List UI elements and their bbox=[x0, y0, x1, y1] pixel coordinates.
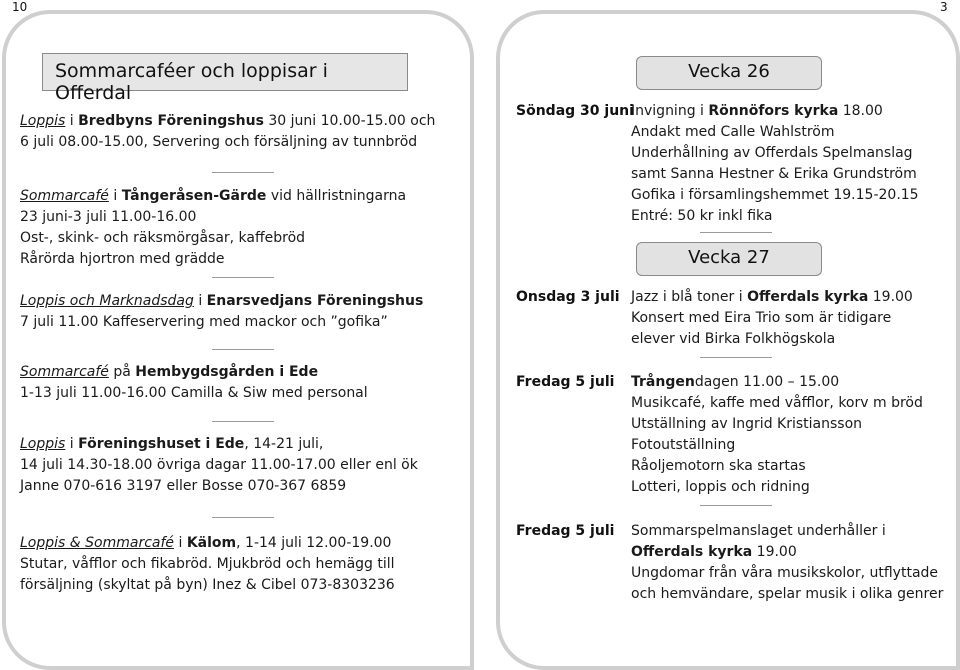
entry-line: Janne 070-616 3197 eller Bosse 070-367 6859 bbox=[20, 478, 347, 494]
entry-line: Stutar, våfflor och fikabröd. Mjukbröd och hemägg till bbox=[20, 556, 395, 572]
venue-name: Föreningshuset i Ede bbox=[78, 436, 245, 452]
event-line bbox=[631, 584, 943, 605]
entry-line: 14 juli 14.30-18.00 övriga dagar 11.00-17.00 eller enl ök bbox=[20, 457, 418, 473]
venue-name: Enarsvedjans Föreningshus bbox=[206, 293, 424, 309]
venue-name: Offerdals kyrka bbox=[747, 289, 869, 305]
event-details-block bbox=[631, 101, 919, 227]
left-title bbox=[42, 53, 408, 104]
event-line bbox=[631, 521, 943, 542]
separator-line bbox=[700, 357, 772, 358]
line-text: och hemvändare, spelar musik i olika genrer bbox=[631, 586, 944, 602]
event-details: 30 juni 10.00-15.00 och bbox=[263, 113, 436, 129]
event-line bbox=[631, 101, 919, 122]
connector-word: i bbox=[193, 293, 207, 309]
week-label-box bbox=[636, 56, 822, 90]
entry-line: Rårörda hjortron med grädde bbox=[20, 251, 225, 267]
line-text: Jazz i blå toner i bbox=[631, 289, 748, 305]
event-type: Loppis och Marknadsdag bbox=[20, 293, 194, 309]
line-text: Konsert med Eira Trio som är tidigare bbox=[631, 310, 892, 326]
page-number-left: 10 bbox=[12, 0, 28, 14]
event-line bbox=[631, 414, 923, 435]
line-text: Råoljemotorn ska startas bbox=[631, 458, 806, 474]
connector-word: i bbox=[108, 188, 122, 204]
event-line bbox=[631, 393, 923, 414]
entry-line bbox=[20, 186, 406, 207]
line-text: dagen 11.00 – 15.00 bbox=[694, 374, 840, 390]
line-text: Fotoutställning bbox=[631, 437, 736, 453]
line-text: Underhållning av Offerdals Spelmanslag bbox=[631, 145, 913, 161]
event-type: Loppis bbox=[20, 113, 66, 129]
event-details: , 1-14 juli 12.00-19.00 bbox=[236, 535, 392, 551]
left-entry bbox=[20, 434, 418, 497]
event-type: Sommarcafé bbox=[20, 188, 109, 204]
event-line bbox=[631, 185, 919, 206]
entry-line bbox=[20, 111, 435, 132]
venue-name: Kälom bbox=[186, 535, 237, 551]
entry-line: Ost-, skink- och räksmörgåsar, kaffebröd bbox=[20, 230, 306, 246]
venue-name: Hembygdsgården i Ede bbox=[135, 364, 319, 380]
event-details: vid hällristningarna bbox=[266, 188, 407, 204]
line-text: Invigning i bbox=[631, 103, 709, 119]
event-line bbox=[631, 563, 943, 584]
event-line bbox=[631, 477, 923, 498]
event-details-block bbox=[631, 372, 923, 498]
event-line bbox=[631, 329, 913, 350]
line-text: Entré: 50 kr inkl fika bbox=[631, 208, 773, 224]
event-details-block bbox=[631, 287, 913, 350]
event-details-block bbox=[631, 521, 943, 605]
entry-line bbox=[20, 533, 395, 554]
event-line bbox=[631, 542, 943, 563]
separator-line bbox=[700, 505, 772, 506]
event-day: Söndag 30 juni bbox=[516, 103, 634, 119]
entry-line: 23 juni-3 juli 11.00-16.00 bbox=[20, 209, 197, 225]
left-entry bbox=[20, 291, 423, 333]
separator-line bbox=[212, 421, 274, 422]
event-line bbox=[631, 308, 913, 329]
line-text: 19.00 bbox=[752, 544, 797, 560]
line-text: 19.00 bbox=[868, 289, 913, 305]
entry-line: 7 juli 11.00 Kaffeservering med mackor och ”gofika” bbox=[20, 314, 388, 330]
connector-word: i bbox=[65, 113, 79, 129]
venue-name: Offerdals kyrka bbox=[631, 544, 753, 560]
week-label: Vecka 26 bbox=[688, 61, 770, 82]
line-text: Musikcafé, kaffe med våfflor, korv m bröd bbox=[631, 395, 923, 411]
separator-line bbox=[212, 349, 274, 350]
separator-line bbox=[212, 172, 274, 173]
page-number-right: 3 bbox=[940, 0, 948, 14]
connector-word: i bbox=[174, 535, 187, 551]
line-text: 18.00 bbox=[838, 103, 883, 119]
line-text: Utställning av Ingrid Kristiansson bbox=[631, 416, 863, 432]
event-line bbox=[631, 206, 919, 227]
line-text: Ungdomar från våra musikskolor, utflyttade bbox=[631, 565, 939, 581]
event-line bbox=[631, 456, 923, 477]
event-type: Loppis & Sommarcafé bbox=[20, 535, 175, 551]
venue-name: Tångeråsen-Gärde bbox=[121, 188, 267, 204]
event-line bbox=[631, 143, 919, 164]
entry-line bbox=[20, 362, 368, 383]
line-text: samt Sanna Hestner & Erika Grundström bbox=[631, 166, 917, 182]
entry-line bbox=[20, 291, 423, 312]
line-text: Gofika i församlingshemmet 19.15-20.15 bbox=[631, 187, 919, 203]
event-line bbox=[631, 287, 913, 308]
left-title-text: Sommarcaféer och loppisar i Offerdal bbox=[55, 60, 328, 104]
left-entry bbox=[20, 111, 435, 153]
entry-line bbox=[20, 434, 418, 455]
line-text: Lotteri, loppis och ridning bbox=[631, 479, 810, 495]
event-type: Sommarcafé bbox=[20, 364, 109, 380]
line-text: Sommarspelmanslaget underhåller i bbox=[631, 523, 886, 539]
event-line bbox=[631, 435, 923, 456]
venue-name: Bredbyns Föreningshus bbox=[78, 113, 264, 129]
connector-word: i bbox=[65, 436, 79, 452]
entry-line: försäljning (skyltat på byn) Inez & Cibel 073-8303236 bbox=[20, 577, 395, 593]
venue-name: Trången bbox=[631, 374, 695, 390]
left-entry bbox=[20, 186, 406, 270]
venue-name: Rönnöfors kyrka bbox=[708, 103, 839, 119]
left-entry bbox=[20, 362, 368, 404]
week-label-box bbox=[636, 242, 822, 276]
separator-line bbox=[212, 517, 274, 518]
entry-line: 6 juli 08.00-15.00, Servering och försäljning av tunnbröd bbox=[20, 134, 418, 150]
line-text: elever vid Birka Folkhögskola bbox=[631, 331, 836, 347]
left-entry bbox=[20, 533, 395, 596]
week-label: Vecka 27 bbox=[688, 247, 770, 268]
event-line bbox=[631, 164, 919, 185]
event-line bbox=[631, 122, 919, 143]
event-type: Loppis bbox=[20, 436, 66, 452]
separator-line bbox=[212, 277, 274, 278]
event-details: , 14-21 juli, bbox=[244, 436, 324, 452]
event-line bbox=[631, 372, 923, 393]
event-day: Onsdag 3 juli bbox=[516, 289, 620, 305]
separator-line bbox=[700, 232, 772, 233]
event-day: Fredag 5 juli bbox=[516, 374, 615, 390]
connector-word: på bbox=[108, 364, 136, 380]
entry-line: 1-13 juli 11.00-16.00 Camilla & Siw med personal bbox=[20, 385, 368, 401]
event-day: Fredag 5 juli bbox=[516, 523, 615, 539]
line-text: Andakt med Calle Wahlström bbox=[631, 124, 835, 140]
